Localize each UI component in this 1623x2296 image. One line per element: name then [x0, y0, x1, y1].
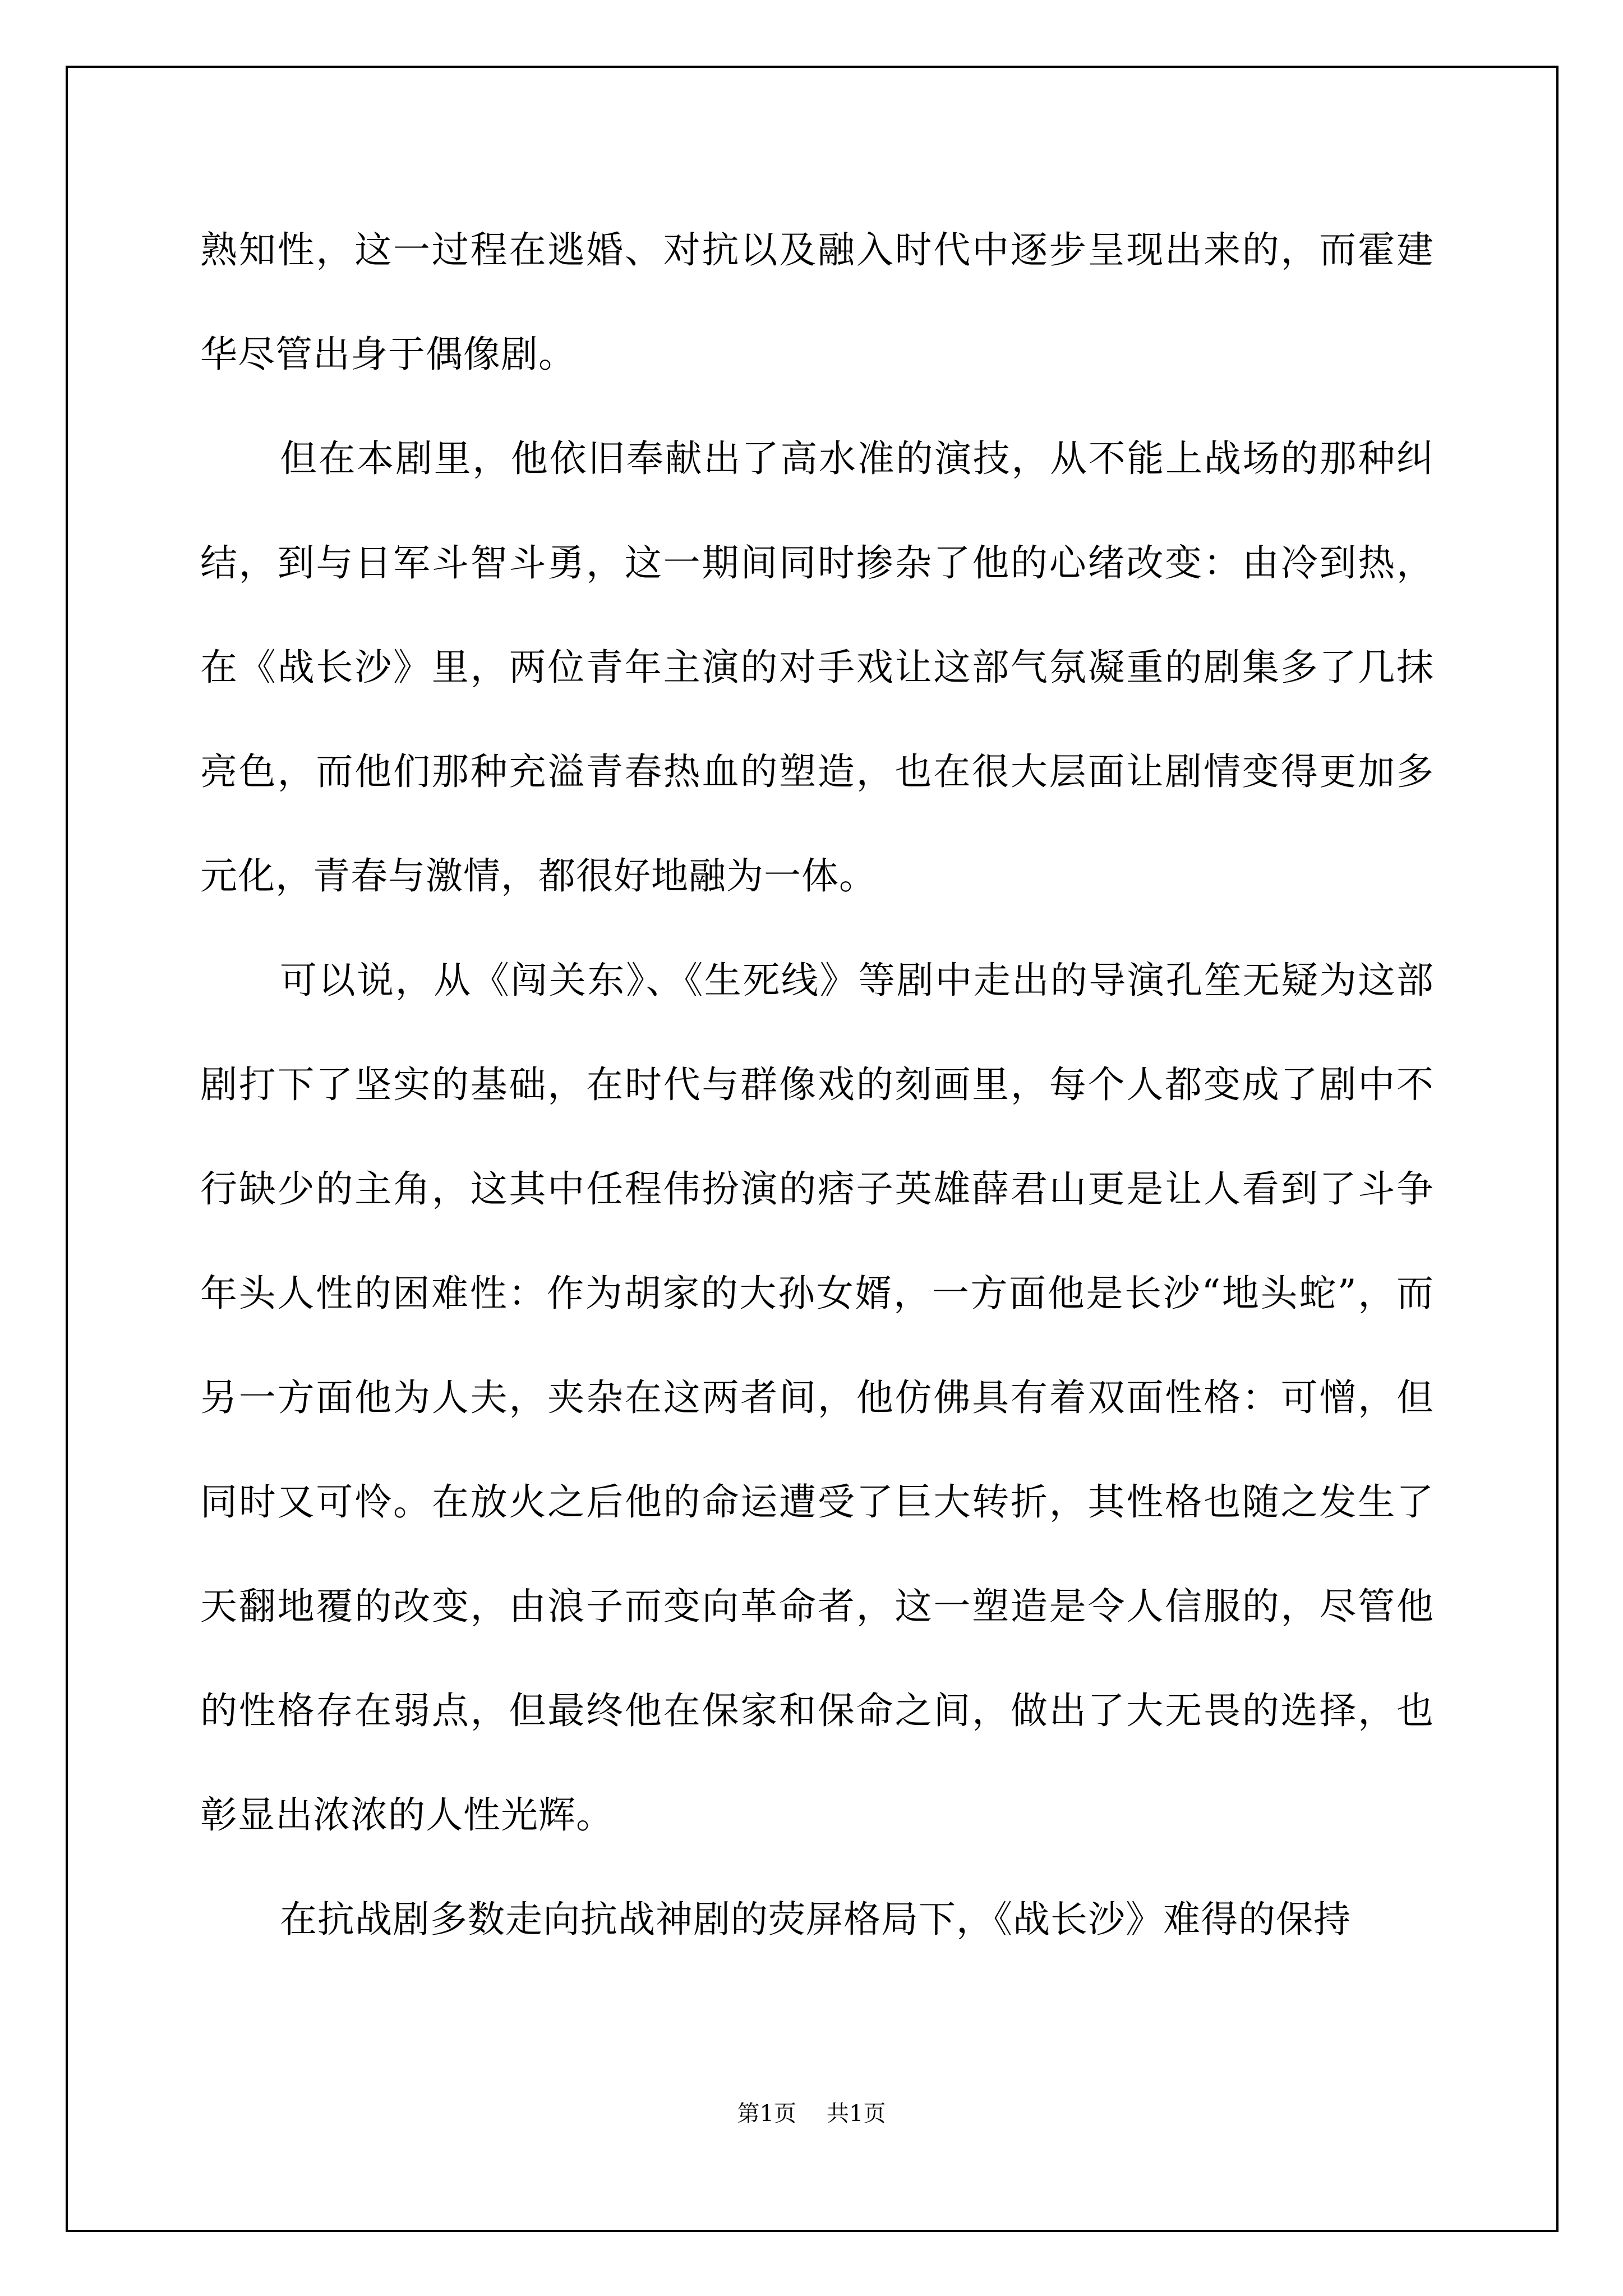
page-footer	[0, 2097, 1623, 2131]
document-body	[200, 198, 1434, 1972]
paragraph-1: 熟知性，这一过程在逃婚、对抗以及融入时代中逐步呈现出来的，而霍建华尽管出身于偶像剧。	[200, 228, 1434, 376]
paragraph-3: 可以说，从《闯关东》、《生死线》等剧中走出的导演孔笙无疑为这部剧打下了坚实的基础，在时代与群像戏的刻画里，每个人都变成了剧中不行缺少的主角，这其中任程伟扮演的痞子英雄薛君山更是让人看到了斗争年头人性的困难性：作为胡家的大孙女婿，一方面他是长沙“地头蛇”，而另一方面他为人夫，夹杂在这两者间，他仿佛具有着双面性格：可憎，但同时又可怜。在放火之后他的命运遭受了巨大转折，其性格也随之发生了天翻地覆的改变，由浪子而变向革命者，这一塑造是令人信服的，尽管他的性格存在弱点，但最终他在保家和保命之间，做出了大无畏的选择，也彰显出浓浓的人性光辉。	[200, 959, 1434, 1837]
paragraph-4: 在抗战剧多数走向抗战神剧的荧屏格局下，《战长沙》难得的保持	[280, 1898, 1351, 1941]
page-total: 共1页	[827, 2101, 886, 2127]
page-number: 第1页	[737, 2101, 796, 2127]
paragraph-2: 但在本剧里，他依旧奉献出了高水准的演技，从不能上战场的那种纠结，到与日军斗智斗勇，这一期间同时掺杂了他的心绪改变：由冷到热，在《战长沙》里，两位青年主演的对手戏让这部气氛凝重的剧集多了几抹亮色，而他们那种充溢青春热血的塑造，也在很大层面让剧情变得更加多元化，青春与激情，都很好地融为一体。	[200, 437, 1434, 898]
